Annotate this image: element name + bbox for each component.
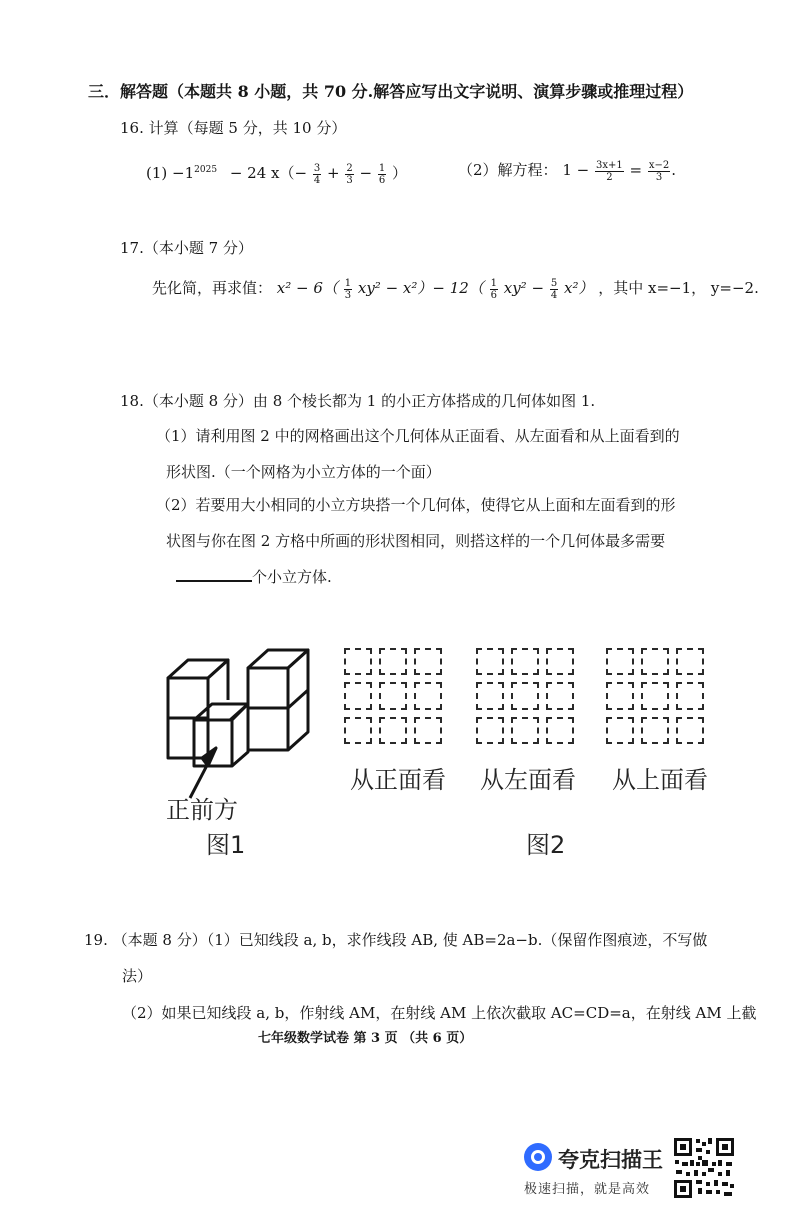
brand-name: 夸克扫描王 (558, 1148, 663, 1172)
grid-cell[interactable] (546, 717, 574, 744)
grid-cell[interactable] (606, 648, 634, 675)
grid-cell[interactable] (676, 648, 704, 675)
q16-part2-one: 1 − (562, 161, 590, 179)
grid-cell[interactable] (379, 648, 407, 675)
q17-condition: ，其中 x=−1， y=−2. (598, 279, 759, 297)
q17-e1: x² − 6（ (276, 279, 338, 297)
q16-part2 (458, 152, 676, 188)
grid-cell[interactable] (476, 648, 504, 675)
grid-cell[interactable] (606, 682, 634, 709)
grid-top-view[interactable] (606, 648, 704, 744)
q16-part1-close: ） (392, 164, 408, 182)
fig1-arrow-label: 正前方 (166, 796, 238, 824)
cube-front-face (248, 708, 288, 750)
q17-expression (152, 270, 759, 306)
q16-part1-base: −1 (172, 164, 195, 182)
q18-part2-line3 (176, 566, 332, 587)
q16-part2-frac2: $\frac{x-2}{3}$ (648, 159, 670, 183)
grid-cell[interactable] (344, 682, 372, 709)
fig2-caption: 图2 (526, 831, 566, 859)
q18-part1-line2: 形状图.（一个网格为小立方体的一个面） (166, 463, 441, 481)
q18-title: 18.（本小题 8 分）由 8 个棱长都为 1 的小正方体搭成的几何体如图 1. (120, 392, 596, 410)
q16-part1-exponent: 2025 (194, 165, 218, 175)
q16-part2-label: （2）解方程： (458, 161, 558, 179)
grid-cell[interactable] (344, 648, 372, 675)
q17-e3: xy² − (503, 279, 545, 297)
grid-label-top: 从上面看 (612, 766, 708, 794)
q19-line3: （2）如果已知线段 a, b，作射线 AM，在射线 AM 上依次截取 AC=CD=a，在射线 AM 上截 (122, 1004, 757, 1022)
q17-lead: 先化简，再求值： (152, 279, 273, 297)
grid-cell[interactable] (344, 717, 372, 744)
grid-label-left: 从左面看 (480, 766, 576, 794)
quark-logo-icon (524, 1143, 552, 1171)
q17-frac2: $\frac{1}{6}$ (490, 277, 497, 301)
grid-cell[interactable] (379, 717, 407, 744)
q16-part1-op1: + (327, 164, 340, 182)
grid-cell[interactable] (511, 717, 539, 744)
q16-part1-frac2: $\frac{2}{3}$ (346, 162, 353, 186)
page-footer: 七年级数学试卷 第 3 页 （共 6 页） (258, 1031, 473, 1046)
q16-part1-op2: − (359, 164, 373, 182)
grid-left-view[interactable] (476, 648, 574, 744)
q17-e2: xy² − x²）− 12（ (357, 279, 484, 297)
cube-front-face (248, 668, 288, 708)
qr-code-icon (672, 1136, 736, 1200)
grid-cell[interactable] (414, 682, 442, 709)
q17-e4: x²） (563, 279, 594, 297)
grid-cell[interactable] (546, 682, 574, 709)
q19-line1: 19. （本题 8 分）（1）已知线段 a, b，求作线段 AB, 使 AB=2a−b.（保留作图痕迹，不写做 (84, 931, 708, 949)
q16-part1-frac3: $\frac{1}{6}$ (378, 162, 386, 186)
q17-frac3: $\frac{5}{4}$ (550, 277, 558, 301)
q17-frac1: $\frac{1}{3}$ (344, 277, 352, 301)
grid-label-front: 从正面看 (350, 766, 446, 794)
q18-part2-line1: （2）若要用大小相同的小立方块搭一个几何体，使得它从上面和左面看到的形 (156, 496, 676, 514)
cube-front-face (168, 718, 208, 758)
q18-part1-line1: （1）请利用图 2 中的网格画出这个几何体从正面看、从左面看和从上面看到的 (156, 427, 680, 445)
grid-front-view[interactable] (344, 648, 442, 744)
grid-cell[interactable] (414, 717, 442, 744)
answer-blank[interactable] (176, 566, 252, 582)
grid-cell[interactable] (511, 682, 539, 709)
q17-title: 17.（本小题 7 分） (120, 239, 253, 257)
grid-cell[interactable] (676, 682, 704, 709)
q16-part2-end: . (671, 161, 677, 179)
grid-cell[interactable] (379, 682, 407, 709)
grid-cell[interactable] (641, 682, 669, 709)
grid-cell[interactable] (476, 717, 504, 744)
q16-title: 16. 计算（每题 5 分，共 10 分） (120, 119, 347, 137)
grid-cell[interactable] (641, 648, 669, 675)
grid-cell[interactable] (606, 717, 634, 744)
fig1-caption: 图1 (206, 831, 246, 859)
q18-part2-line3-text: 个小立方体. (252, 568, 332, 586)
grid-cell[interactable] (414, 648, 442, 675)
grid-cell[interactable] (476, 682, 504, 709)
q19-line2: 法） (122, 967, 153, 985)
q16-part1-frac1: $\frac{3}{4}$ (313, 162, 321, 186)
grid-cell[interactable] (511, 648, 539, 675)
q18-part2-line2: 状图与你在图 2 方格中所画的形状图相同，则搭这样的一个几何体最多需要 (166, 532, 666, 550)
q16-part2-eq: = (629, 161, 643, 179)
q16-part1-mid: − 24 x（− (229, 164, 308, 182)
brand-slogan: 极速扫描，就是高效 (524, 1182, 651, 1197)
section-heading: 三．解答题（本题共 8 小题，共 70 分.解答应写出文字说明、演算步骤或推理过程） (88, 82, 694, 101)
q16-part1-label: (1) (146, 164, 168, 182)
grid-cell[interactable] (546, 648, 574, 675)
grid-cell[interactable] (641, 717, 669, 744)
q16-part1 (146, 152, 407, 191)
q16-part2-frac1: $\frac{3x+1}{2}$ (596, 159, 623, 183)
grid-cell[interactable] (676, 717, 704, 744)
